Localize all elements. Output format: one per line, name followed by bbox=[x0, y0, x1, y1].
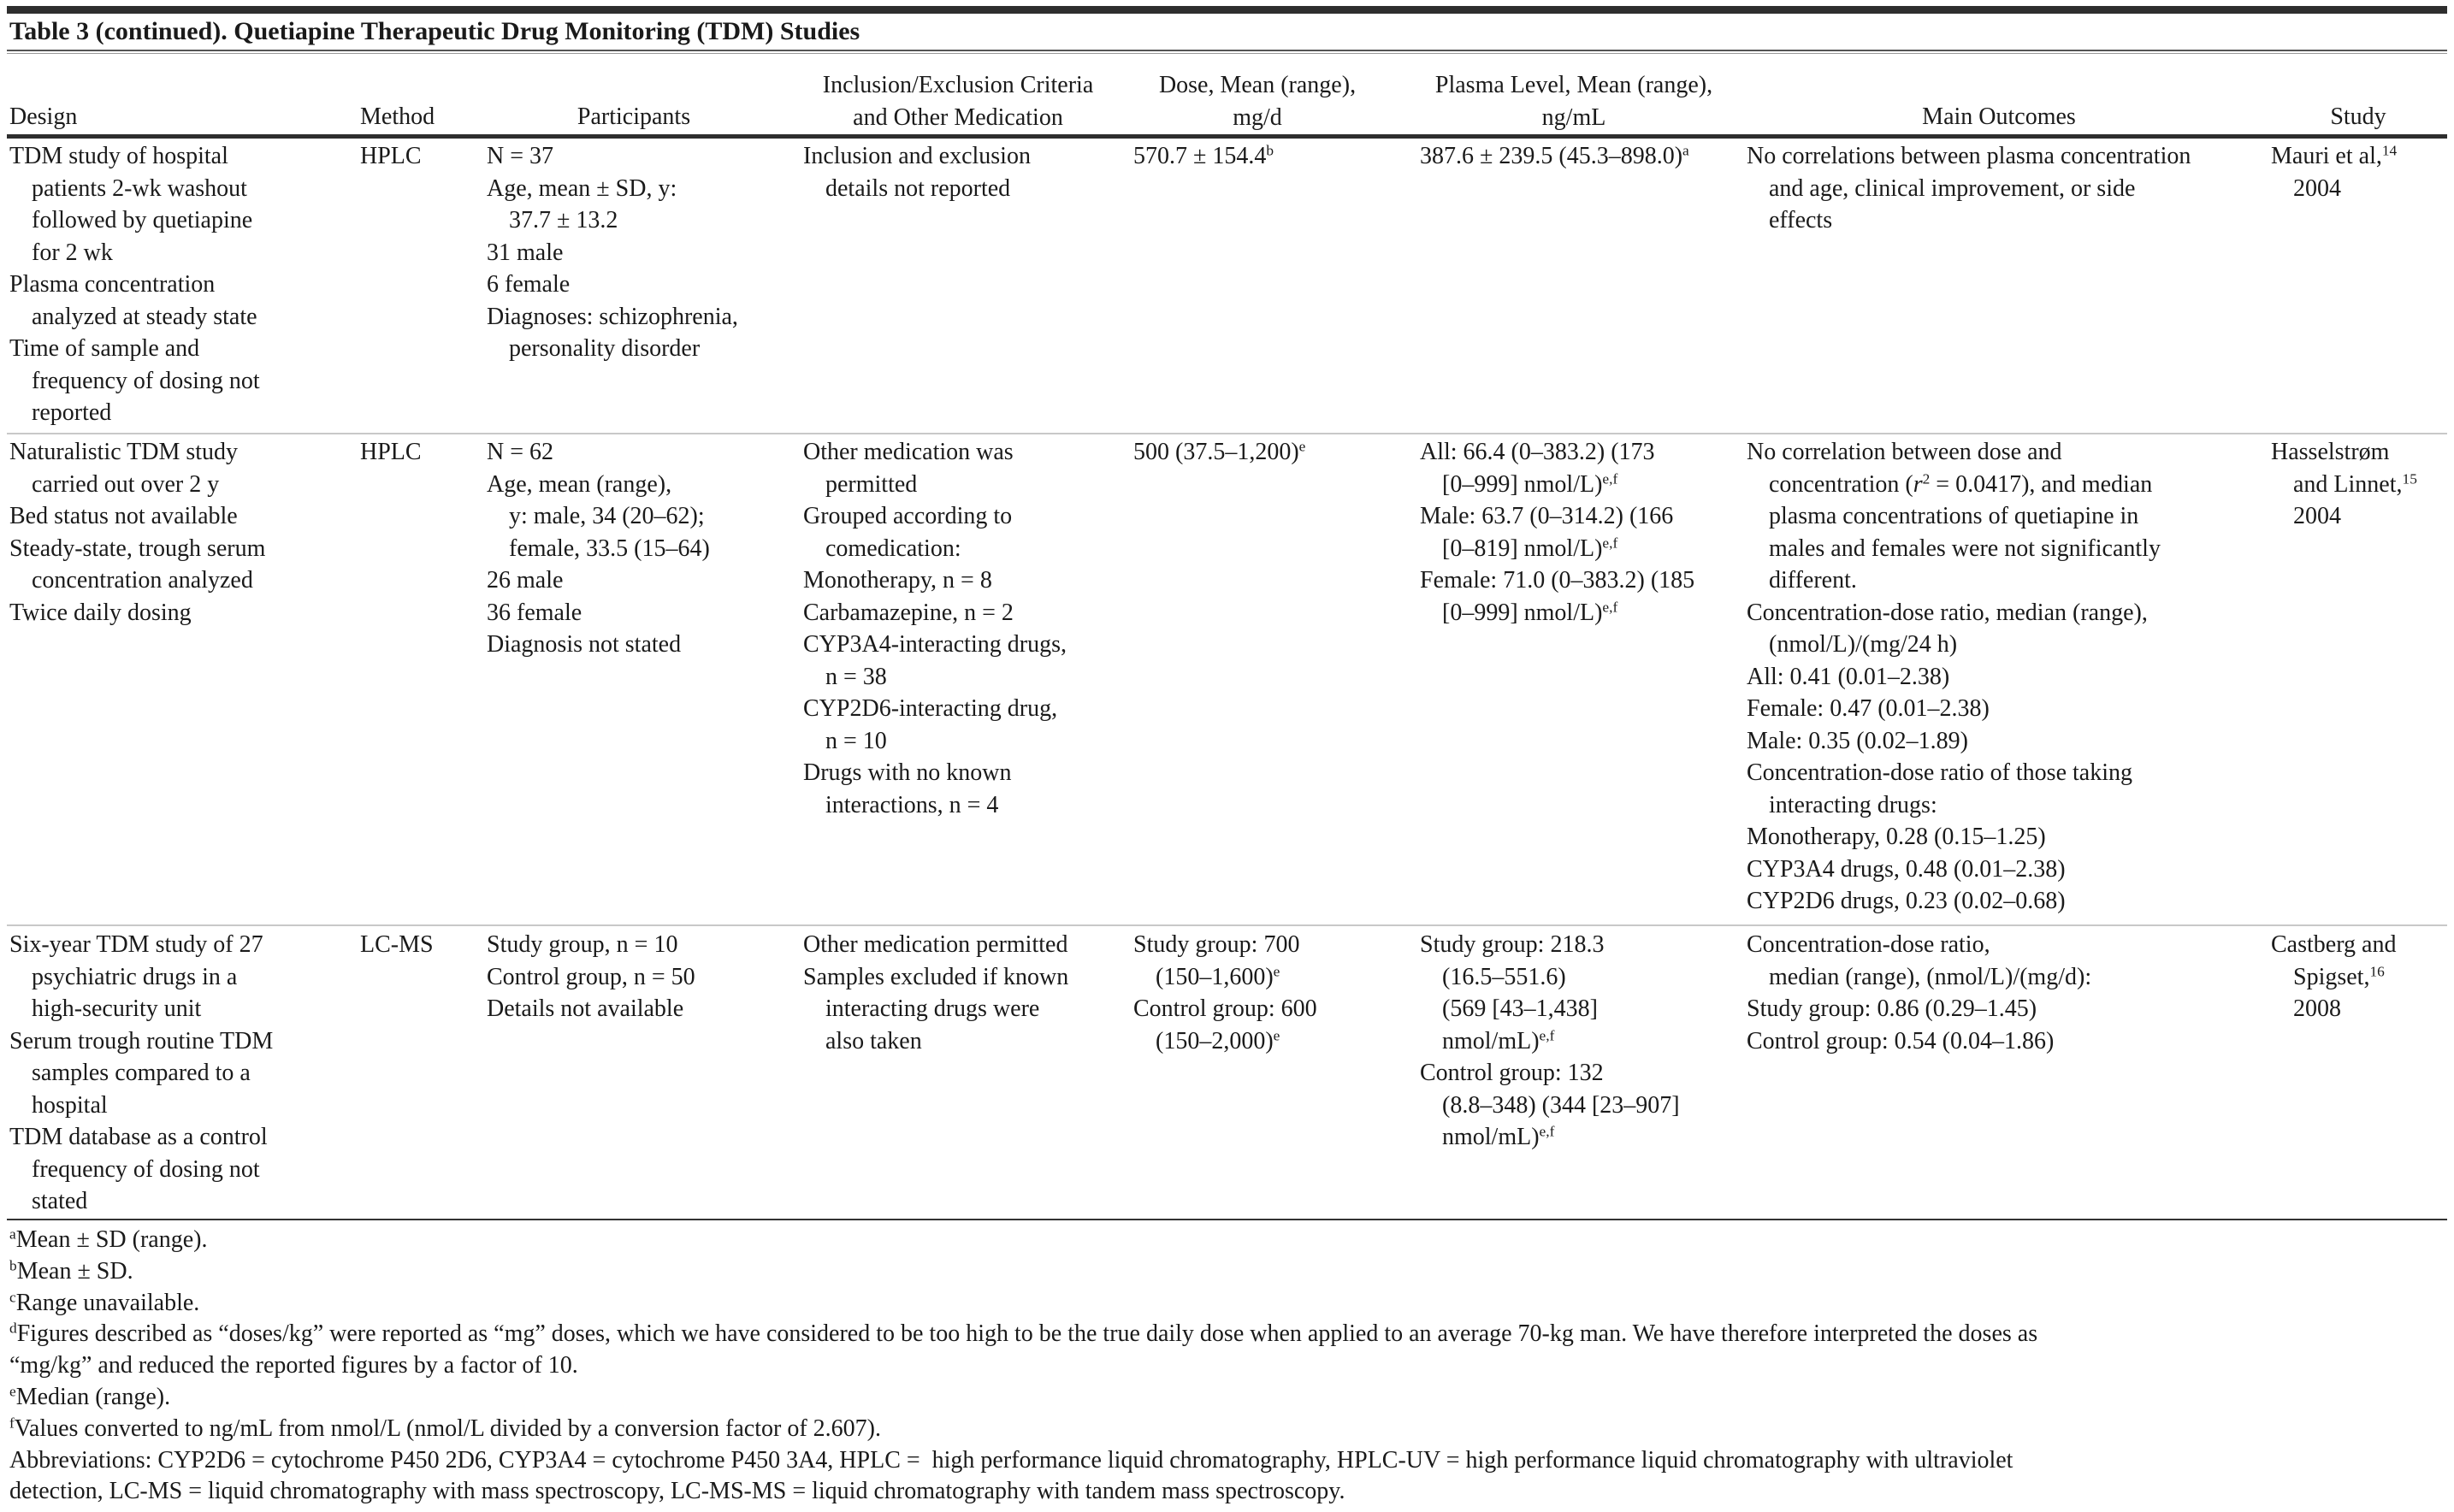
footnote bbox=[9, 1445, 2037, 1509]
cell-participants bbox=[487, 929, 695, 1025]
superscript: a bbox=[1682, 142, 1689, 159]
superscript: b bbox=[9, 1257, 17, 1274]
cell-item bbox=[803, 140, 1031, 204]
cell-item bbox=[1420, 1057, 1680, 1154]
header-method: Method bbox=[360, 103, 435, 130]
footnote bbox=[9, 1382, 2037, 1414]
text: Diagnosis not stated bbox=[487, 631, 682, 658]
header-dose: Dose, Mean (range), mg/d bbox=[1158, 72, 1357, 131]
text: Serum trough routine TDM samples compared to a hospital bbox=[9, 1027, 274, 1119]
cell-item bbox=[487, 436, 710, 469]
superscript: e,f bbox=[1602, 534, 1618, 551]
cell-study bbox=[2271, 140, 2397, 204]
text: 2004 bbox=[2293, 174, 2341, 202]
superscript: 2 bbox=[1922, 470, 1931, 487]
text: Control group: 132 (8.8–348) (344 [23–907] nmol/mL) bbox=[1420, 1060, 1680, 1150]
text: HPLC bbox=[360, 439, 422, 465]
cell-item bbox=[1747, 757, 2161, 821]
text: Values converted to ng/mL from nmol/L (nmol/L divided by a conversion factor of 2.607). bbox=[14, 1415, 881, 1442]
cell-design bbox=[9, 140, 260, 429]
cell-item bbox=[1420, 500, 1694, 564]
text: = 0.0417), and median plasma concentrations of quetiapine in males and females were not significantly different. bbox=[1769, 470, 2161, 594]
cell-criteria bbox=[803, 140, 1031, 204]
cell-item bbox=[9, 500, 265, 533]
text: Plasma concentration analyzed at steady state bbox=[9, 271, 257, 330]
italic-text: r bbox=[1913, 470, 1923, 498]
superscript: 14 bbox=[2381, 142, 2398, 159]
footnote bbox=[9, 1288, 2037, 1320]
superscript: e,f bbox=[1602, 598, 1618, 615]
text: CYP2D6 drugs, 0.23 (0.02–0.68) bbox=[1747, 888, 2066, 914]
cell-design bbox=[9, 436, 265, 629]
cell-item bbox=[487, 597, 710, 629]
cell-outcomes bbox=[1747, 140, 2191, 237]
text: HPLC bbox=[360, 143, 422, 169]
cell-item bbox=[1133, 929, 1317, 993]
cell-plasma bbox=[1420, 140, 1689, 173]
superscript: e bbox=[9, 1383, 16, 1400]
text: Mauri et al, bbox=[2271, 143, 2382, 169]
text: Details not available bbox=[487, 995, 684, 1022]
cell-item bbox=[1420, 436, 1694, 500]
text: Median (range). bbox=[15, 1383, 171, 1410]
cell-item bbox=[1747, 1025, 2091, 1058]
superscript: a bbox=[9, 1226, 16, 1243]
text: Age, mean (range), y: male, 34 (20–62); female, 33.5 (15–64) bbox=[487, 470, 710, 562]
superscript: 15 bbox=[2402, 470, 2417, 487]
footnote bbox=[9, 1319, 2037, 1382]
cell-dose bbox=[1133, 929, 1317, 1057]
header-study: Study bbox=[2330, 103, 2386, 130]
cell-item bbox=[487, 469, 710, 565]
cell-item bbox=[9, 597, 265, 629]
text: Inclusion and exclusion details not reported bbox=[803, 143, 1031, 202]
cell-item bbox=[487, 173, 738, 237]
header-criteria: Inclusion/Exclusion Criteria and Other Medication bbox=[822, 72, 1094, 131]
cell-item bbox=[1747, 725, 2161, 758]
cell-item bbox=[803, 961, 1068, 1058]
text: Carbamazepine, n = 2 bbox=[803, 599, 1014, 626]
text: N = 37 bbox=[487, 143, 554, 169]
text: Diagnoses: schizophrenia, personality disorder bbox=[487, 303, 738, 362]
cell-plasma bbox=[1420, 929, 1680, 1154]
text: Concentration-dose ratio, median (range), (nmol/L)/(mg/24 h) bbox=[1747, 599, 2148, 658]
text: Female: 71.0 (0–383.2) (185 [0–999] nmol/L) bbox=[1420, 567, 1695, 626]
cell-item bbox=[487, 237, 738, 269]
text: 26 male bbox=[487, 567, 564, 594]
superscript: e bbox=[1273, 1026, 1280, 1043]
cell-item bbox=[803, 564, 1067, 597]
cell-item bbox=[803, 929, 1068, 961]
text: CYP2D6-interacting drug, n = 10 bbox=[803, 695, 1058, 754]
cell-item bbox=[1747, 661, 2161, 694]
text: Abbreviations: CYP2D6 = cytochrome P450 2D6, CYP3A4 = cytochrome P450 3A4, HPLC = high performance liquid chromatography, HPLC-UV = high performance liquid chromatography with ultraviolet detection, LC-MS = liquid chromatography with mass spectroscopy, LC-MS-MS = liquid chromatography with tandem mass spectroscopy. bbox=[9, 1446, 2013, 1505]
superscript: c bbox=[9, 1289, 16, 1306]
cell-item bbox=[487, 301, 738, 365]
text: Study group, n = 10 bbox=[487, 931, 678, 958]
cell-item bbox=[1747, 140, 2191, 237]
cell-study bbox=[2271, 436, 2417, 533]
text: 500 (37.5–1,200) bbox=[1133, 439, 1299, 465]
cell-design bbox=[9, 929, 273, 1218]
cell-item bbox=[487, 929, 695, 961]
header-design: Design bbox=[9, 103, 78, 130]
text: All: 66.4 (0–383.2) (173 [0–999] nmol/L) bbox=[1420, 439, 1655, 498]
cell-item bbox=[9, 140, 260, 269]
cell-item bbox=[1747, 436, 2161, 597]
cell-item bbox=[360, 140, 422, 173]
cell-dose bbox=[1133, 140, 1274, 173]
footnote bbox=[9, 1414, 2037, 1445]
text: 31 male bbox=[487, 239, 564, 266]
cell-item bbox=[2271, 140, 2397, 204]
superscript: 16 bbox=[2369, 962, 2385, 979]
cell-item bbox=[803, 757, 1067, 821]
text: Concentration-dose ratio, median (range), (nmol/L)/(mg/d): bbox=[1747, 931, 2092, 990]
cell-item bbox=[9, 929, 273, 1025]
cell-participants bbox=[487, 436, 710, 661]
text: Monotherapy, 0.28 (0.15–1.25) bbox=[1747, 824, 2046, 850]
header-rule bbox=[7, 134, 2447, 139]
text: CYP3A4-interacting drugs, n = 38 bbox=[803, 631, 1067, 690]
cell-item bbox=[1420, 929, 1680, 1057]
cell-item bbox=[487, 269, 738, 301]
bottom-rule bbox=[7, 1219, 2447, 1220]
title-rule bbox=[7, 50, 2447, 54]
cell-item bbox=[9, 269, 260, 333]
footnote bbox=[9, 1225, 2037, 1256]
text: 36 female bbox=[487, 599, 582, 626]
superscript: e,f bbox=[1539, 1026, 1555, 1043]
text: Twice daily dosing bbox=[9, 599, 192, 626]
cell-item bbox=[9, 533, 265, 597]
footnote bbox=[9, 1256, 2037, 1288]
text: Mean ± SD (range). bbox=[15, 1226, 208, 1253]
cell-item bbox=[803, 500, 1067, 564]
row-separator bbox=[7, 924, 2447, 926]
text: Range unavailable. bbox=[15, 1289, 200, 1316]
superscript: e,f bbox=[1539, 1123, 1555, 1140]
text: Mean ± SD. bbox=[16, 1257, 133, 1285]
superscript: e bbox=[1273, 962, 1280, 979]
cell-item bbox=[487, 140, 738, 173]
text: Bed status not available bbox=[9, 503, 238, 529]
table-title: Table 3 (continued). Quetiapine Therapeutic Drug Monitoring (TDM) Studies bbox=[9, 17, 860, 45]
cell-criteria bbox=[803, 929, 1068, 1057]
text: Control group: 0.54 (0.04–1.86) bbox=[1747, 1027, 2055, 1054]
text: Other medication was permitted bbox=[803, 439, 1014, 498]
text: LC-MS bbox=[360, 931, 434, 958]
text: Naturalistic TDM study carried out over 2 y bbox=[9, 439, 239, 498]
cell-item bbox=[1133, 436, 1305, 469]
text: Grouped according to comedication: bbox=[803, 503, 1013, 562]
cell-method bbox=[360, 929, 434, 961]
cell-item bbox=[1747, 993, 2091, 1025]
text: 2008 bbox=[2293, 995, 2341, 1022]
cell-item bbox=[2271, 929, 2396, 1025]
text: Female: 0.47 (0.01–2.38) bbox=[1747, 695, 1990, 722]
cell-item bbox=[487, 961, 695, 994]
cell-item bbox=[9, 436, 265, 500]
cell-item bbox=[360, 929, 434, 961]
text: 6 female bbox=[487, 271, 571, 298]
header-participants: Participants bbox=[577, 103, 691, 130]
cell-item bbox=[1420, 140, 1689, 173]
cell-item bbox=[487, 993, 695, 1025]
text: Concentration-dose ratio of those taking interacting drugs: bbox=[1747, 759, 2132, 818]
header-plasma: Plasma Level, Mean (range), ng/mL bbox=[1434, 72, 1713, 131]
cell-item bbox=[1133, 140, 1274, 173]
text: Control group, n = 50 bbox=[487, 963, 695, 990]
cell-item bbox=[1747, 929, 2091, 993]
text: N = 62 bbox=[487, 439, 554, 465]
text: CYP3A4 drugs, 0.48 (0.01–2.38) bbox=[1747, 855, 2066, 883]
text: Age, mean ± SD, y: 37.7 ± 13.2 bbox=[487, 174, 677, 233]
cell-outcomes bbox=[1747, 436, 2161, 918]
cell-item bbox=[1747, 597, 2161, 661]
text: 2004 bbox=[2293, 503, 2341, 529]
text: 570.7 ± 154.4 bbox=[1133, 143, 1267, 169]
cell-item bbox=[803, 597, 1067, 629]
text: Control group: 600 (150–2,000) bbox=[1133, 995, 1317, 1054]
cell-item bbox=[803, 436, 1067, 500]
top-bar-rule bbox=[7, 6, 2447, 14]
cell-item bbox=[1747, 885, 2161, 918]
footnotes bbox=[9, 1225, 2037, 1508]
text: Castberg and Spigset, bbox=[2271, 931, 2397, 990]
cell-item bbox=[9, 1121, 273, 1218]
text: Six-year TDM study of 27 psychiatric drugs in a high-security unit bbox=[9, 931, 263, 1022]
cell-method bbox=[360, 436, 422, 469]
cell-item bbox=[1747, 853, 2161, 886]
cell-criteria bbox=[803, 436, 1067, 821]
superscript: d bbox=[9, 1320, 17, 1337]
superscript: e bbox=[1298, 438, 1306, 455]
cell-dose bbox=[1133, 436, 1305, 469]
text: Time of sample and frequency of dosing not reported bbox=[9, 335, 260, 426]
text: TDM database as a control frequency of dosing not stated bbox=[9, 1124, 268, 1214]
text: Other medication permitted bbox=[803, 931, 1068, 958]
cell-study bbox=[2271, 929, 2396, 1025]
text: Hasselstrøm and Linnet, bbox=[2271, 439, 2403, 498]
cell-plasma bbox=[1420, 436, 1694, 629]
text: Study group: 218.3 (16.5–551.6) (569 [43–1,438] nmol/mL) bbox=[1420, 931, 1605, 1054]
text: Figures described as “doses/kg” were reported as “mg” doses, which we have considered to be too high to be the true daily dose when applied to an average 70-kg man. We have therefore interpreted the doses as “mg/kg” and reduced the reported figures by a factor of 10. bbox=[9, 1320, 2038, 1379]
cell-participants bbox=[487, 140, 738, 365]
superscript: f bbox=[9, 1415, 15, 1432]
superscript: b bbox=[1266, 142, 1274, 159]
cell-item bbox=[1747, 693, 2161, 725]
text: All: 0.41 (0.01–2.38) bbox=[1747, 663, 1950, 690]
cell-outcomes bbox=[1747, 929, 2091, 1057]
text: Study group: 700 (150–1,600) bbox=[1133, 931, 1300, 990]
cell-item bbox=[487, 564, 710, 597]
text: No correlations between plasma concentration and age, clinical improvement, or side effects bbox=[1747, 143, 2191, 233]
cell-item bbox=[1420, 564, 1694, 629]
superscript: e,f bbox=[1602, 470, 1618, 487]
text: Male: 0.35 (0.02–1.89) bbox=[1747, 727, 1968, 754]
cell-item bbox=[803, 693, 1067, 757]
cell-item bbox=[9, 333, 260, 429]
header-outcomes: Main Outcomes bbox=[1922, 103, 2076, 130]
cell-item bbox=[1747, 821, 2161, 853]
text: TDM study of hospital patients 2-wk washout followed by quetiapine for 2 wk bbox=[9, 143, 253, 266]
text: Monotherapy, n = 8 bbox=[803, 567, 992, 594]
row-separator bbox=[7, 433, 2447, 434]
text: Male: 63.7 (0–314.2) (166 [0–819] nmol/L) bbox=[1420, 503, 1674, 562]
cell-item bbox=[360, 436, 422, 469]
text: Drugs with no known interactions, n = 4 bbox=[803, 759, 1012, 818]
text: 387.6 ± 239.5 (45.3–898.0) bbox=[1420, 143, 1683, 169]
cell-item bbox=[2271, 436, 2417, 533]
text: No correlation between dose and concentration ( bbox=[1747, 439, 2062, 498]
text: Samples excluded if known interacting drugs were also taken bbox=[803, 963, 1069, 1054]
text: Steady-state, trough serum concentration analyzed bbox=[9, 535, 266, 594]
text: Study group: 0.86 (0.29–1.45) bbox=[1747, 995, 2037, 1022]
cell-item bbox=[9, 1025, 273, 1122]
cell-method bbox=[360, 140, 422, 173]
cell-item bbox=[803, 629, 1067, 693]
cell-item bbox=[487, 629, 710, 661]
cell-item bbox=[1133, 993, 1317, 1057]
